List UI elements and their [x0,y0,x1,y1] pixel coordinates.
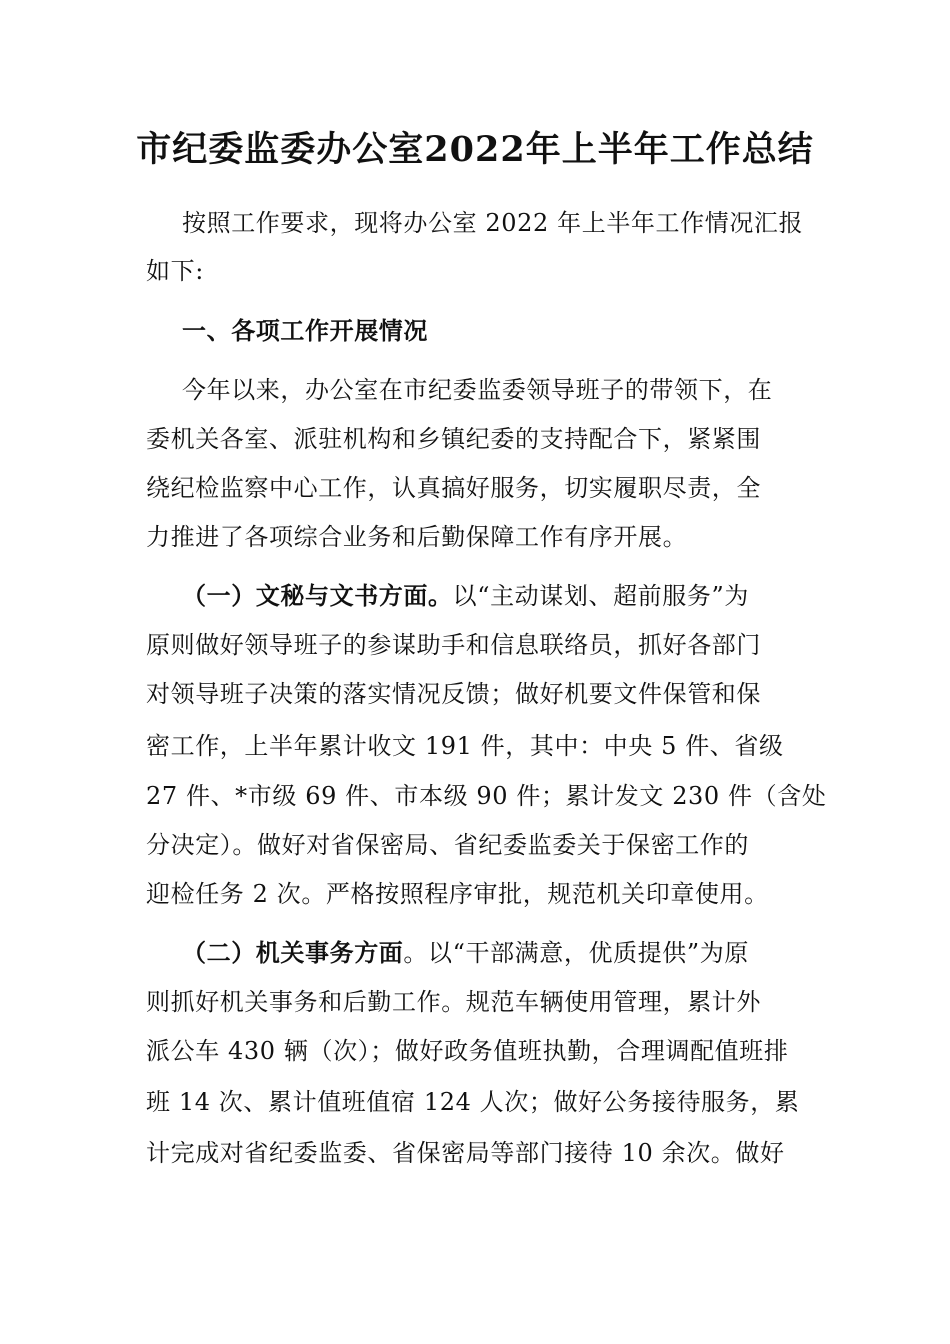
paragraph-line: 则抓好机关事务和后勤工作。规范车辆使用管理，累计外 [146,988,761,1016]
paragraph-line: 原则做好领导班子的参谋助手和信息联络员，抓好各部门 [146,631,761,659]
paragraph-line: 班 14 次、累计值班值宿 124 人次；做好公务接待服务，累 [146,1088,800,1116]
paragraph-line: 对领导班子决策的落实情况反馈；做好机要文件保管和保 [146,680,761,708]
document-title: 市纪委监委办公室2022年上半年工作总结 [136,129,814,170]
paragraph-line: 计完成对省纪委监委、省保密局等部门接待 10 余次。做好 [146,1139,785,1167]
subsection-heading-2: （二）机关事务方面 [182,938,404,967]
paragraph-line: 分决定）。做好对省保密局、省纪委监委关于保密工作的 [146,831,749,859]
subsection-heading-1: （一）文秘与文书方面。 [182,581,453,610]
paragraph-line: 力推进了各项综合业务和后勤保障工作有序开展。 [146,523,688,551]
subsection-line-2 [182,933,749,973]
subsection-line-1 [182,576,749,616]
paragraph-line: 27 件、*市级 69 件、市本级 90 件；累计发文 230 件（含处 [146,782,827,810]
paragraph-line: 迎检任务 2 次。严格按照程序审批，规范机关印章使用。 [146,880,769,908]
section-heading-1: 一、各项工作开展情况 [182,316,428,345]
paragraph-line: 派公车 430 辆（次）；做好政务值班执勤，合理调配值班排 [146,1037,789,1065]
paragraph-line-intro-end: 如下: [146,257,204,285]
subsection-text: 以“主动谋划、超前服务”为 [452,582,749,610]
paragraph-line: 委机关各室、派驻机构和乡镇纪委的支持配合下，紧紧围 [146,425,761,453]
paragraph-line-intro: 按照工作要求，现将办公室 2022 年上半年工作情况汇报 [182,209,804,237]
paragraph-line: 绕纪检监察中心工作，认真搞好服务，切实履职尽责，全 [146,474,761,502]
paragraph-line: 密工作，上半年累计收文 191 件，其中：中央 5 件、省级 [146,732,784,760]
paragraph-line: 今年以来，办公室在市纪委监委领导班子的带领下，在 [182,376,773,404]
subsection-text: 。以“干部满意，优质提供”为原 [403,939,749,967]
